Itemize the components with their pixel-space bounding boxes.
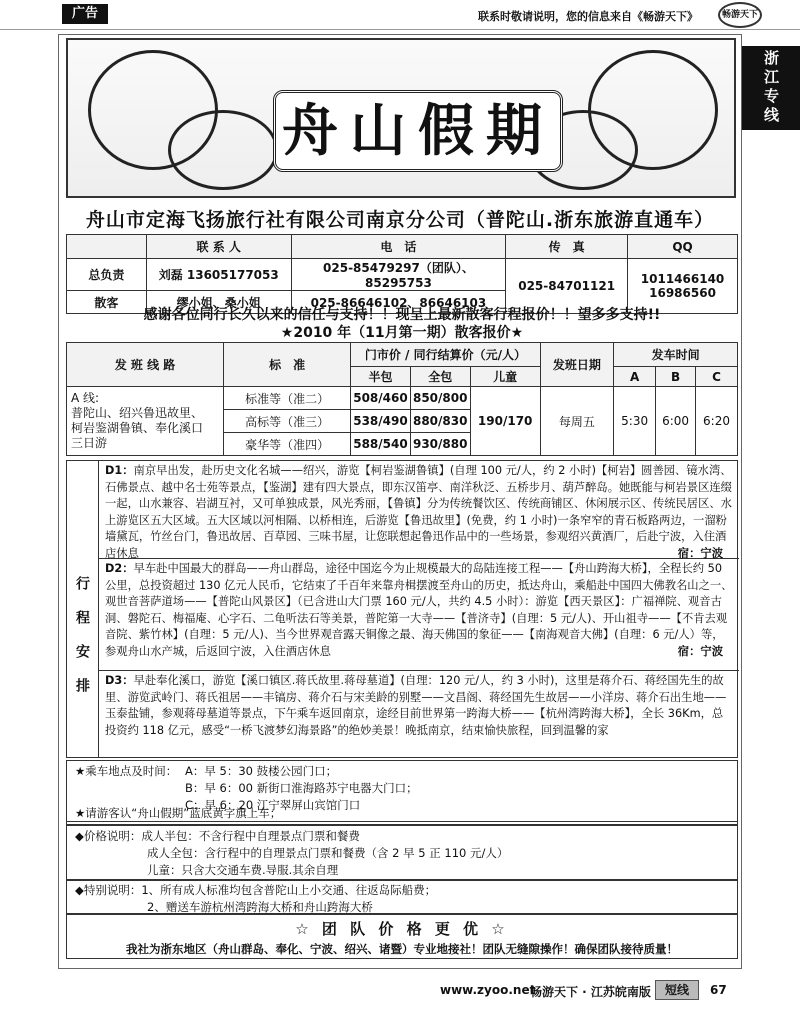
- child-price: 190/170: [470, 387, 540, 456]
- boarding-line: C：早 6：20 江宁翠屏山宾馆门口: [185, 798, 361, 812]
- manager-contact: 刘磊 13605177053: [146, 259, 291, 291]
- title-banner: [66, 38, 736, 198]
- itinerary-label: 行程安排: [67, 461, 99, 757]
- pricing-line: 成人全包：含行程中的自理景点门票和餐费（含 2 早 5 正 110 元/人）: [147, 846, 509, 860]
- pricing-line: 儿童：只含大交通车费.导服.其余自理: [147, 863, 339, 877]
- itinerary: [66, 460, 738, 758]
- boarding-line: A：早 5：30 鼓楼公园门口；: [185, 764, 338, 778]
- company-name: 舟山市定海飞扬旅行社有限公司南京分公司（普陀山.浙东旅游直通车）: [85, 209, 715, 231]
- flag-text: ★请游客认“舟山假期”蓝底黄字旗上车；: [75, 806, 282, 820]
- half-3: 588/540: [351, 433, 410, 456]
- standard-2: 高标等（准三）: [224, 410, 351, 433]
- role-manager: 总负责: [67, 259, 147, 291]
- team-heading: ☆ 团 队 价 格 更 优 ☆: [295, 920, 509, 938]
- col-time-c: C: [696, 367, 738, 387]
- boarding-line: B：早 6：00 新街口淮海路苏宁电器大门口；: [185, 781, 418, 795]
- notice: [66, 306, 738, 342]
- contact-table: [66, 234, 738, 314]
- full-2: 880/830: [410, 410, 470, 433]
- footer: [440, 980, 780, 1002]
- col-route: 发 班 线 路: [67, 343, 224, 387]
- footer-publication: 畅游天下 · 江苏皖南版: [530, 985, 651, 999]
- col-price: 门市价 / 同行结算价（元/人）: [351, 343, 540, 367]
- flag-note: [66, 803, 738, 825]
- half-2: 538/490: [351, 410, 410, 433]
- col-time-b: B: [656, 367, 696, 387]
- day-3: [99, 671, 739, 759]
- col-full: 全包: [410, 367, 470, 387]
- fax-number: 025-84701121: [506, 259, 628, 314]
- depart-date: 每周五: [540, 387, 614, 456]
- day-stay: 宿：宁波: [677, 546, 723, 560]
- day-text: 南京早出发，赴历史文化名城——绍兴，游览【柯岩鉴湖鲁镇】(自理 100 元/人，约 2 小时)【柯岩】圆善园、镜水湾、石佛景点、越中名士苑等景点，【鉴湖】建有四大景点，即东汉笛亭、南洋秋泛、五桥步月、葫芦醉岛。她既能与柯岩景区连缀一起，山水兼容、岩湖互衬，又可单独成景，风光秀丽，【鲁镇】分为传统餐饮区、传统商铺区、休闲展示区、传统民居区、水上游览区五大区域。五大区域以河相隔、以桥相连，后游览【鲁迅故里】(免费，约 1 小时)一条窄窄的青石板路两边，一溜粉墙黛瓦，竹丝台门，鲁迅故居、百草园、三味书屋，让您联想起鲁迅作品中的一些场景，参观绍兴黄酒厂，后赴宁波，入住酒店休息: [105, 464, 732, 560]
- boarding-title: ★乘车地点及时间：: [75, 764, 178, 778]
- manager-phone: 025-85479297（团队）、85295753: [291, 259, 506, 291]
- col-contact: 联 系 人: [146, 235, 291, 259]
- price-table: [66, 342, 738, 456]
- footer-tag: 短线: [655, 980, 699, 1000]
- full-1: 850/800: [410, 387, 470, 410]
- standard-1: 标准等（准二）: [224, 387, 351, 410]
- time-a: 5:30: [614, 387, 656, 456]
- day-text: 早赴奉化溪口，游览【溪口镇区.蒋氏故里.蒋母墓道】(自理：120 元/人，约 3 小时)，这里是蒋介石、蒋经国先生的故里、游览武岭门、蒋氏祖居——丰镐房、蒋介石与宋美龄的别墅——文昌阁、蒋经国先生故居——小洋房、蒋介石出生地——玉泰盐铺，参观蒋母墓道等景点，下午乘车返回南京，途经目前世界第一跨海大桥——【杭州湾跨海大桥】，全长 36Km，总投资约 118 亿元，感受“一桥飞渡梦幻海景路”的绝妙美景！晚抵南京，结束愉快旅程，回到温馨的家: [105, 674, 727, 737]
- special-line: ◆特别说明：1、所有成人标准均包含普陀山上小交通、往返岛际船费；: [75, 883, 437, 897]
- day-stay: 宿：宁波: [677, 644, 723, 658]
- day-2: [99, 559, 739, 671]
- time-b: 6:00: [656, 387, 696, 456]
- route-cell: [67, 387, 224, 456]
- route-line: A 线:: [71, 391, 100, 405]
- col-qq: QQ: [628, 235, 738, 259]
- route-line: 普陀山、绍兴鲁迅故里、: [71, 406, 204, 420]
- magazine-logo: 畅游天下: [718, 2, 762, 28]
- half-1: 508/460: [351, 387, 410, 410]
- notice-line2: ★2010 年（11月第一期）散客报价★: [280, 325, 524, 341]
- col-time: 发车时间: [614, 343, 738, 367]
- ad-tag: 广告: [62, 4, 108, 24]
- col-phone: 电 话: [291, 235, 506, 259]
- day-text: 早车赴中国最大的群岛——舟山群岛，途径中国迄今为止规模最大的岛陆连接工程——【舟山跨海大桥】，全程长约 50 公里，总投资超过 130 亿元人民币，它结束了千百年来靠舟楫摆渡至舟山的历史，抵达舟山，乘船赴中国四大佛教名山之一、观世音菩萨道场——【普陀山风景区】（已含进山大门票 160 元/人，共约 4.5 小时）：游览【西天景区】：广福禅院、观音古洞、磐陀石、梅福庵、心字石、二龟听法石等美景，普陀第一大寺——【普济寺】(自理：5 元/人)、开山祖寺——【不肯去观音院、紫竹林】(自理：5 元/人)、当今世界观音露天铜像之最、海天佛国的象征——【南海观音大佛】(自理：6 元/人）等，参观舟山水产城，后返回宁波，入住酒店休息: [105, 562, 733, 658]
- standard-3: 豪华等（准四）: [224, 433, 351, 456]
- footer-url[interactable]: www.zyoo.net: [440, 983, 536, 997]
- notice-line1: 感谢各位同行长久以来的信任与支持！！现呈上最新散客行程报价！！望多多支持!!: [143, 307, 661, 323]
- full-3: 930/880: [410, 433, 470, 456]
- pricing-note: [66, 825, 738, 881]
- qq-1: 1011466140: [640, 272, 725, 286]
- col-child: 儿童: [470, 367, 540, 387]
- day-1: [99, 461, 739, 559]
- side-tab: 浙江专线: [742, 46, 800, 130]
- top-bar: [0, 0, 800, 30]
- day-number: D2：: [105, 562, 134, 575]
- role-individual: 散客: [67, 291, 147, 314]
- top-note: 联系时敬请说明，您的信息来自《畅游天下》: [478, 10, 698, 23]
- col-half: 半包: [351, 367, 410, 387]
- qq-2: 16986560: [649, 286, 716, 300]
- day-number: D1：: [105, 464, 134, 477]
- individual-phone: 025-86646102、86646103: [291, 291, 506, 314]
- individual-contact: 缪小姐、桑小姐: [146, 291, 291, 314]
- page-number: 67: [710, 983, 727, 997]
- team-section: [66, 913, 738, 959]
- time-c: 6:20: [696, 387, 738, 456]
- col-fax: 传 真: [506, 235, 628, 259]
- col-time-a: A: [614, 367, 656, 387]
- special-line: 2、赠送车游杭州湾跨海大桥和舟山跨海大桥: [147, 900, 373, 914]
- pricing-line: ◆价格说明：成人半包：不含行程中自理景点门票和餐费: [75, 829, 360, 843]
- col-date: 发班日期: [540, 343, 614, 387]
- col-standard: 标 准: [224, 343, 351, 387]
- contact-blank: [67, 235, 147, 259]
- special-note: [66, 879, 738, 915]
- page-title: 舟山假期: [273, 90, 563, 172]
- day-number: D3：: [105, 674, 134, 687]
- team-sub: 我社为浙东地区（舟山群岛、奉化、宁波、绍兴、诸暨）专业地接社！团队无缝隙操作！确保团队接待质量！: [126, 942, 678, 956]
- route-line: 柯岩鉴湖鲁镇、奉化溪口: [71, 421, 204, 435]
- route-line: 三日游: [71, 436, 108, 450]
- ornament-left2-icon: [168, 110, 278, 190]
